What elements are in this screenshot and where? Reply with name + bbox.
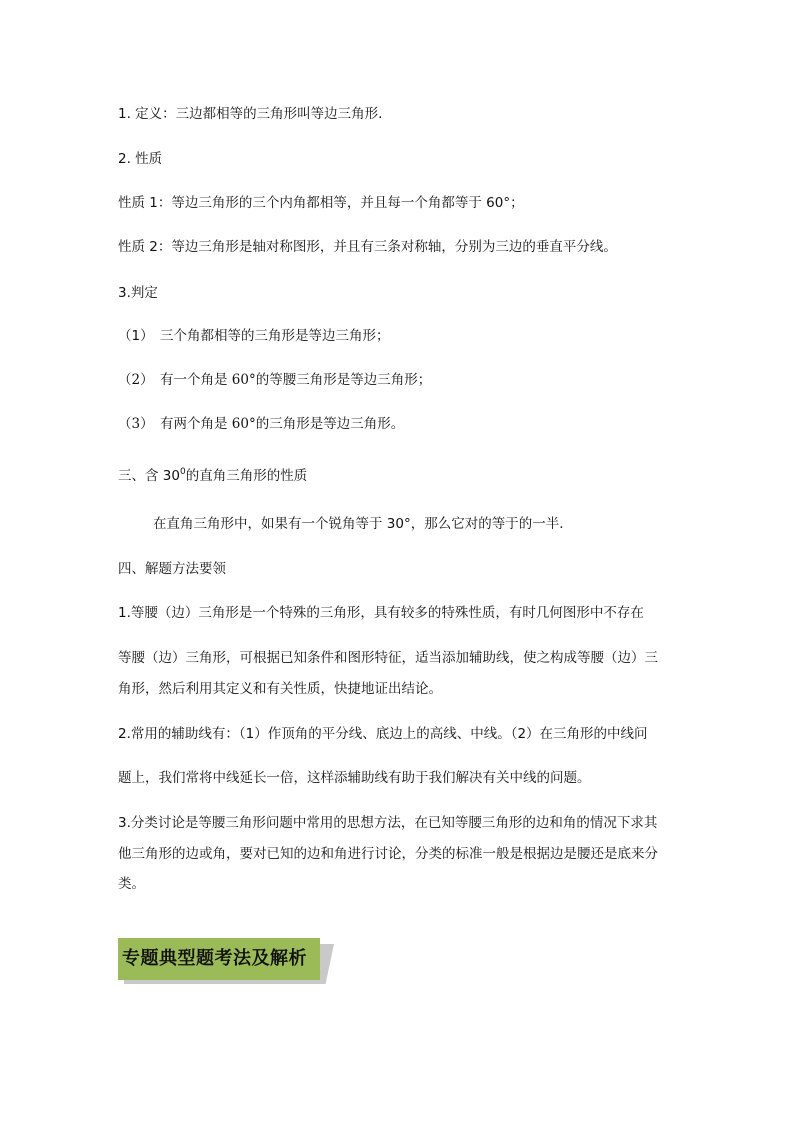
judgment-item-3 bbox=[118, 414, 404, 434]
method-1-line-3: 角形，然后利用其定义和有关性质，快捷地证出结论。 bbox=[118, 681, 442, 697]
judgment-item-3-number: （3） bbox=[118, 416, 154, 432]
section-3-body: 在直角三角形中，如果有一个锐角等于 30°，那么它对的等于的一半. bbox=[153, 516, 564, 532]
property-1-line: 性质 1：等边三角形的三个内角都相等，并且每一个角都等于 60°； bbox=[118, 195, 524, 211]
method-3-line-2: 他三角形的边或角，要对已知的边和角进行讨论，分类的标准一般是根据边是腰还是底来分 bbox=[118, 846, 658, 862]
section-3-heading-prefix: 三、含 30 bbox=[118, 468, 180, 484]
section-banner bbox=[118, 938, 340, 986]
judgment-item-2 bbox=[118, 370, 431, 390]
method-3-line-1: 3.分类讨论是等腰三角形问题中常用的思想方法，在已知等腰三角形的边和角的情况下求其 bbox=[118, 815, 658, 831]
judgment-item-2-number: （2） bbox=[118, 372, 154, 388]
judgment-item-2-text: 有一个角是 60°的等腰三角形是等边三角形； bbox=[160, 372, 432, 388]
method-1-line-1: 1.等腰（边）三角形是一个特殊的三角形，具有较多的特殊性质，有时几何图形中不存在 bbox=[118, 605, 644, 621]
judgment-item-1-text: 三个角都相等的三角形是等边三角形； bbox=[160, 328, 390, 344]
judgment-item-1-number: （1） bbox=[118, 328, 154, 344]
judgment-heading: 3.判定 bbox=[118, 285, 158, 301]
banner-title: 专题典型题考法及解析 bbox=[118, 938, 320, 980]
method-3-line-3: 类。 bbox=[118, 876, 145, 892]
method-2-line-2: 题上，我们常将中线延长一倍，这样添辅助线有助于我们解决有关中线的问题。 bbox=[118, 770, 591, 786]
property-2-line: 性质 2：等边三角形是轴对称图形，并且有三条对称轴，分别为三边的垂直平分线。 bbox=[118, 239, 617, 255]
judgment-item-1 bbox=[118, 326, 390, 346]
definition-line: 1. 定义：三边都相等的三角形叫等边三角形. bbox=[118, 106, 383, 122]
method-2-line-1: 2.常用的辅助线有：（1）作顶角的平分线、底边上的高线、中线。（2）在三角形的中线问 bbox=[118, 726, 648, 742]
section-3-heading-superscript: 0 bbox=[179, 467, 186, 477]
section-3-heading bbox=[118, 466, 307, 486]
property-heading: 2. 性质 bbox=[118, 151, 163, 167]
section-3-heading-suffix: 的直角三角形的性质 bbox=[185, 468, 308, 484]
section-4-heading: 四、解题方法要领 bbox=[118, 561, 226, 577]
judgment-item-3-text: 有两个角是 60°的三角形是等边三角形。 bbox=[160, 416, 405, 432]
method-1-line-2: 等腰（边）三角形，可根据已知条件和图形特征，适当添加辅助线，使之构成等腰（边）三 bbox=[118, 650, 658, 666]
